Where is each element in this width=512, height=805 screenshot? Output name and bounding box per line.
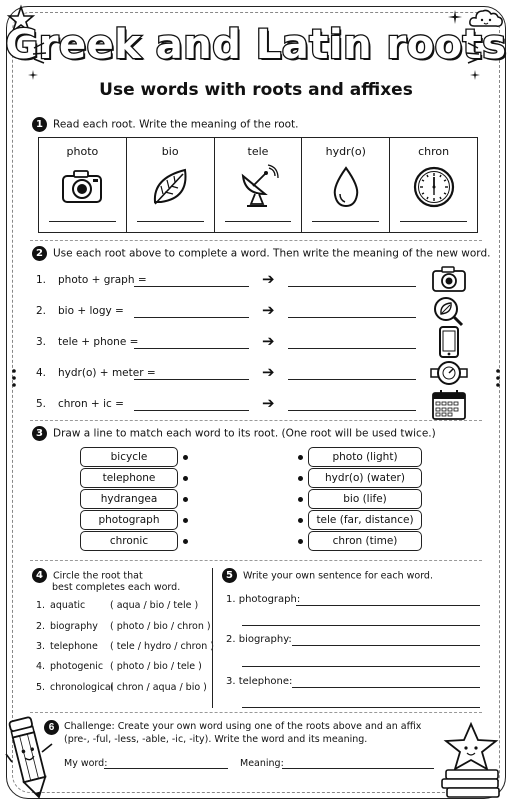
word-build-row [36, 303, 436, 321]
sentence-label: 2. biography: [226, 634, 292, 645]
root-choices[interactable]: ( photo / bio / tele ) [110, 661, 202, 672]
answer-line[interactable] [49, 221, 116, 222]
row-number: 5. [36, 398, 47, 410]
root-choices[interactable]: ( tele / hydro / chron ) [110, 641, 214, 652]
dash-marks-right [462, 40, 482, 66]
word-build-row [36, 272, 436, 290]
star-books-icon [438, 722, 504, 800]
my-word-label: My word: [64, 758, 108, 769]
meaning-label: Meaning: [240, 758, 284, 769]
camera-icon [59, 164, 105, 210]
word-answer-line[interactable] [134, 317, 249, 318]
sparkle-icon [28, 70, 38, 80]
word-equation: chron + ic = [58, 398, 124, 410]
match-dot[interactable] [298, 476, 303, 481]
target-word: chronological [50, 682, 114, 693]
section-5-instruction: Write your own sentence for each word. [243, 570, 433, 582]
target-word: biography [50, 621, 98, 632]
match-word[interactable]: telephone [80, 468, 178, 488]
meaning-answer-line[interactable] [288, 286, 416, 287]
root-cell-hydro [302, 138, 390, 232]
section-5-heading [222, 568, 433, 583]
word-build-row [36, 334, 436, 352]
row-number: 4. [36, 367, 47, 379]
answer-line[interactable] [400, 221, 467, 222]
row-number: 3. [36, 336, 47, 348]
sentence-line[interactable] [242, 666, 480, 667]
sentence-line[interactable] [242, 625, 480, 626]
section-2-heading [32, 246, 490, 261]
match-dot[interactable] [298, 497, 303, 502]
match-root[interactable]: bio (life) [308, 489, 422, 509]
my-word-line[interactable] [104, 768, 228, 769]
target-word: telephone [50, 641, 98, 652]
clock-icon [411, 164, 457, 210]
target-word: photogenic [50, 661, 104, 672]
word-equation: photo + graph = [58, 274, 147, 286]
section-2-instruction: Use each root above to complete a word. Then write the meaning of the new word. [53, 247, 491, 260]
meaning-answer-line[interactable] [288, 348, 416, 349]
section-divider [30, 420, 482, 421]
meaning-answer-line[interactable] [288, 410, 416, 411]
leaf-icon [147, 164, 193, 210]
root-cell-tele [215, 138, 303, 232]
sparkle-icon [470, 70, 480, 80]
phone-icon [430, 326, 468, 356]
arrow-icon: ➔ [262, 332, 275, 350]
word-build-row [36, 396, 436, 414]
answer-line[interactable] [312, 221, 379, 222]
row-number: 2. [36, 621, 46, 632]
section-1-instruction: Read each root. Write the meaning of the root. [53, 118, 299, 131]
meaning-line[interactable] [282, 768, 434, 769]
match-word[interactable]: chronic [80, 531, 178, 551]
answer-line[interactable] [225, 221, 292, 222]
match-word[interactable]: photograph [80, 510, 178, 530]
match-root[interactable]: chron (time) [308, 531, 422, 551]
section-number: 3 [32, 426, 47, 441]
row-number: 4. [36, 661, 46, 672]
match-dot[interactable] [298, 518, 303, 523]
word-answer-line[interactable] [134, 410, 249, 411]
page-subtitle: Use words with roots and affixes [99, 80, 413, 100]
target-word: aquatic [50, 600, 86, 611]
section-4-instruction: Circle the root that [53, 570, 143, 582]
word-equation: tele + phone = [58, 336, 139, 348]
section-number: 1 [32, 117, 47, 132]
row-number: 5. [36, 682, 46, 693]
match-dot[interactable] [183, 455, 188, 460]
match-root[interactable]: tele (far, distance) [308, 510, 422, 530]
section-divider [30, 240, 482, 241]
word-answer-line[interactable] [134, 286, 249, 287]
water-meter-icon [430, 358, 468, 388]
section-3-instruction: Draw a line to match each word to its root. (One root will be used twice.) [53, 427, 436, 440]
root-choices[interactable]: ( aqua / bio / tele ) [110, 600, 199, 611]
column-divider [212, 568, 213, 708]
match-root[interactable]: hydr(o) (water) [308, 468, 422, 488]
arrow-icon: ➔ [262, 270, 275, 288]
arrow-icon: ➔ [262, 363, 275, 381]
root-cell-bio [127, 138, 215, 232]
sentence-line[interactable] [242, 707, 480, 708]
match-word[interactable]: bicycle [80, 447, 178, 467]
section-number: 5 [222, 568, 237, 583]
section-3-heading [32, 426, 436, 441]
meaning-answer-line[interactable] [288, 379, 416, 380]
root-name: hydr(o) [325, 145, 366, 158]
calendar-icon [430, 388, 468, 418]
root-name: bio [161, 145, 179, 158]
root-name: tele [247, 145, 269, 158]
match-dot[interactable] [298, 455, 303, 460]
root-choices[interactable]: ( photo / bio / chron ) [110, 621, 211, 632]
water-drop-icon [323, 164, 369, 210]
section-1-heading [32, 117, 299, 132]
root-name: chron [418, 145, 450, 158]
section-number: 6 [44, 720, 59, 735]
section-divider [30, 712, 482, 713]
match-root[interactable]: photo (light) [308, 447, 422, 467]
answer-line[interactable] [137, 221, 204, 222]
word-answer-line[interactable] [134, 379, 249, 380]
sentence-line[interactable] [292, 645, 480, 646]
row-number: 1. [36, 274, 47, 286]
arrow-icon: ➔ [262, 301, 275, 319]
root-name: photo [66, 145, 99, 158]
row-number: 2. [36, 305, 47, 317]
root-cell-photo [39, 138, 127, 232]
title-banner [0, 22, 512, 68]
word-equation: hydr(o) + meter = [58, 367, 156, 379]
root-choices[interactable]: ( chron / aqua / bio ) [110, 682, 207, 693]
word-equation: bio + logy = [58, 305, 124, 317]
match-dot[interactable] [183, 497, 188, 502]
dash-marks-left [30, 40, 50, 66]
section-number: 2 [32, 246, 47, 261]
word-build-row [36, 365, 436, 383]
arrow-icon: ➔ [262, 394, 275, 412]
section-4-instruction-line2: best completes each word. [52, 582, 181, 593]
section-6-instruction: Challenge: Create your own word using one of the roots above and an affix (pre-, -ful, -less, -able, -ic, -ity). Write the word and its meaning. [64, 721, 422, 745]
doodle-dots-left [10, 368, 18, 388]
word-answer-line[interactable] [134, 348, 249, 349]
camera-icon [430, 264, 468, 294]
root-cell-chron [390, 138, 477, 232]
section-number: 4 [32, 568, 47, 583]
match-dot[interactable] [183, 518, 188, 523]
sentence-label: 3. telephone: [226, 676, 293, 687]
row-number: 1. [36, 600, 46, 611]
row-number: 3. [36, 641, 46, 652]
sentence-line[interactable] [292, 687, 480, 688]
match-dot[interactable] [298, 539, 303, 544]
doodle-dots-right [494, 368, 502, 388]
match-dot[interactable] [183, 539, 188, 544]
sentence-line[interactable] [296, 605, 480, 606]
match-dot[interactable] [183, 476, 188, 481]
magnifier-leaf-icon [430, 295, 468, 325]
pencil-mascot-icon [2, 712, 58, 802]
roots-table [38, 137, 478, 233]
meaning-answer-line[interactable] [288, 317, 416, 318]
section-4-heading [32, 568, 143, 583]
satellite-dish-icon [235, 164, 281, 210]
match-word[interactable]: hydrangea [80, 489, 178, 509]
page-title: Greek and Latin roots [5, 22, 507, 68]
section-divider [30, 560, 482, 561]
sentence-label: 1. photograph: [226, 594, 301, 605]
